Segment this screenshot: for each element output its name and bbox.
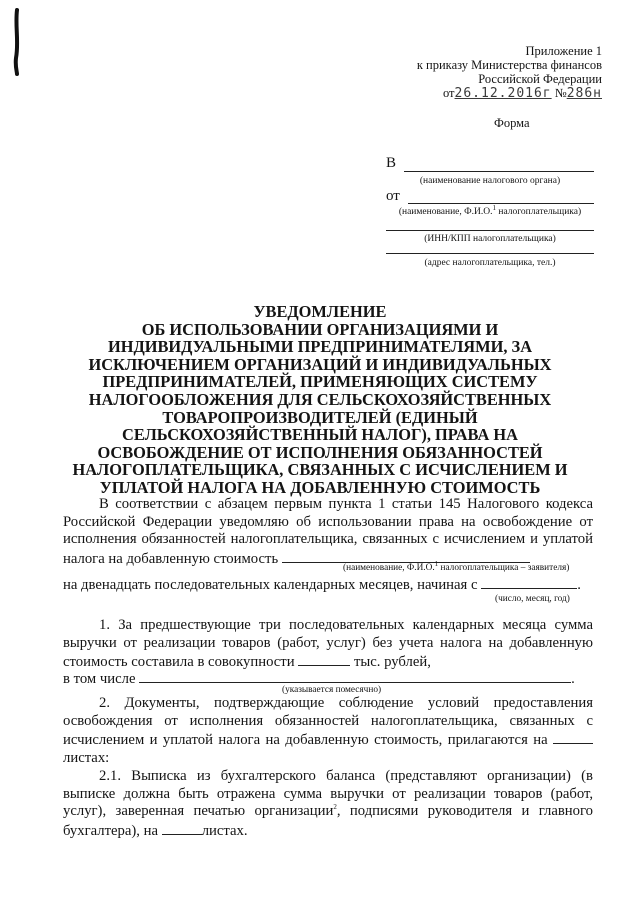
taxpayer-name-caption: (наименование, Ф.И.О.$^1$ налогоплательщика) [398,203,582,217]
address-phone-caption: (адрес налогоплательщика, тел.) [424,258,556,268]
tax-authority-caption: (наименование налогового органа) [419,176,561,186]
appendix-line2: к приказу Министерства финансов [416,58,602,72]
taxpayer-applicant-field[interactable] [282,549,530,563]
appendix-line1: Приложение 1 [525,44,602,58]
appendix-line3: Российской Федерации [478,72,602,86]
binder-hole-mark [10,8,24,76]
revenue-monthly-caption: (указывается помесячно) [282,685,382,695]
from-prefix: от [386,188,400,204]
inn-kpp-field[interactable] [386,230,594,231]
tax-authority-row [386,155,594,175]
taxpayer-name-row [386,188,594,208]
start-date-field[interactable] [481,575,577,589]
order-number: 286н [566,86,602,101]
form-label: Форма [494,116,530,130]
item-1-monthly: в том числе . [63,671,575,687]
to-prefix: В [386,155,397,171]
documents-sheets-field[interactable] [553,730,593,744]
item-1-revenue: 1. За предшествующие три последовательных календарных месяца сумма выручки от реализации товаров (работ, услуг) без учета налога на добавленную стоимость составила в совокупности тыс. рублей, [63,617,593,670]
title-notification: УВЕДОМЛЕНИЕ [253,302,387,321]
inn-kpp-caption: (ИНН/КПП налогоплательщика) [424,234,556,244]
number-sign: № [554,86,567,100]
address-phone-field[interactable] [386,253,594,254]
item-2-documents: 2. Документы, подтверждающие соблюдение условий предоставления освобождения от исполнения обязанностей налогоплательщика, связанных с исчислением и уплатой налога на добавленную стоимость, прилагаются на листах: [63,695,593,766]
tax-authority-field[interactable] [404,171,594,172]
revenue-total-field[interactable] [298,652,350,666]
balance-sheets-field[interactable] [162,821,202,835]
paragraph-period: на двенадцать последовательных календарных месяцев, начиная с . [63,577,581,593]
paragraph-intro: В соответствии с абзацем первым пункта 1 статьи 145 Налогового кодекса Российской Федерации уведомляю об использовании права на освобождение от исполнения обязанностей налогоплательщика, связанных с исчислением и уплатой налога на добавленную стоимость [63,496,593,567]
appendix-header [342,44,602,101]
title-subject: ОБ ИСПОЛЬЗОВАНИИ ОРГАНИЗАЦИЯМИ И ИНДИВИДУАЛЬНЫМИ ПРЕДПРИНИМАТЕЛЯМИ, ЗА ИСКЛЮЧЕНИЕМ ОРГАНИЗАЦИЙ И ИНДИВИДУАЛЬНЫХ ПРЕДПРИНИМАТЕЛЕЙ, ПРИМЕНЯЮЩИХ СИСТЕМУ НАЛОГООБЛОЖЕНИЯ ДЛЯ СЕЛЬСКОХОЗЯЙСТВЕННЫХ ТОВАРОПРОИЗВОДИТЕЛЕЙ (ЕДИНЫЙ СЕЛЬСКОХОЗЯЙСТВЕННЫЙ НАЛОГ), ПРАВА НА ОСВОБОЖДЕНИЕ ОТ ИСПОЛНЕНИЯ ОБЯЗАННОСТЕЙ НАЛОГОПЛАТЕЛЬЩИКА, СВЯЗАННЫХ С ИСЧИСЛЕНИЕМ И УПЛАТОЙ НАЛОГА НА ДОБАВЛЕННУЮ СТОИМОСТЬ [72,319,568,497]
revenue-monthly-field[interactable] [139,669,571,683]
document-title [56,303,584,497]
start-date-caption: (число, месяц, год) [495,594,570,604]
order-date-number [342,86,602,101]
taxpayer-name-field[interactable] [408,203,594,204]
order-date: 26.12.2016г [454,86,552,101]
item-2-1-balance-extract: 2.1. Выписка из бухгалтерского баланса (представляют организации) (в выписке должна быть отражена сумма выручки от реализации товаров (работ, услуг), заверенная печатью организации$^2$, подписями руководителя и главного бухгалтера), на листах. [63,768,593,839]
date-prefix: от [442,86,455,100]
taxpayer-applicant-caption: (наименование, Ф.И.О.$^1$ налогоплательщика – заявителя) [343,559,570,573]
